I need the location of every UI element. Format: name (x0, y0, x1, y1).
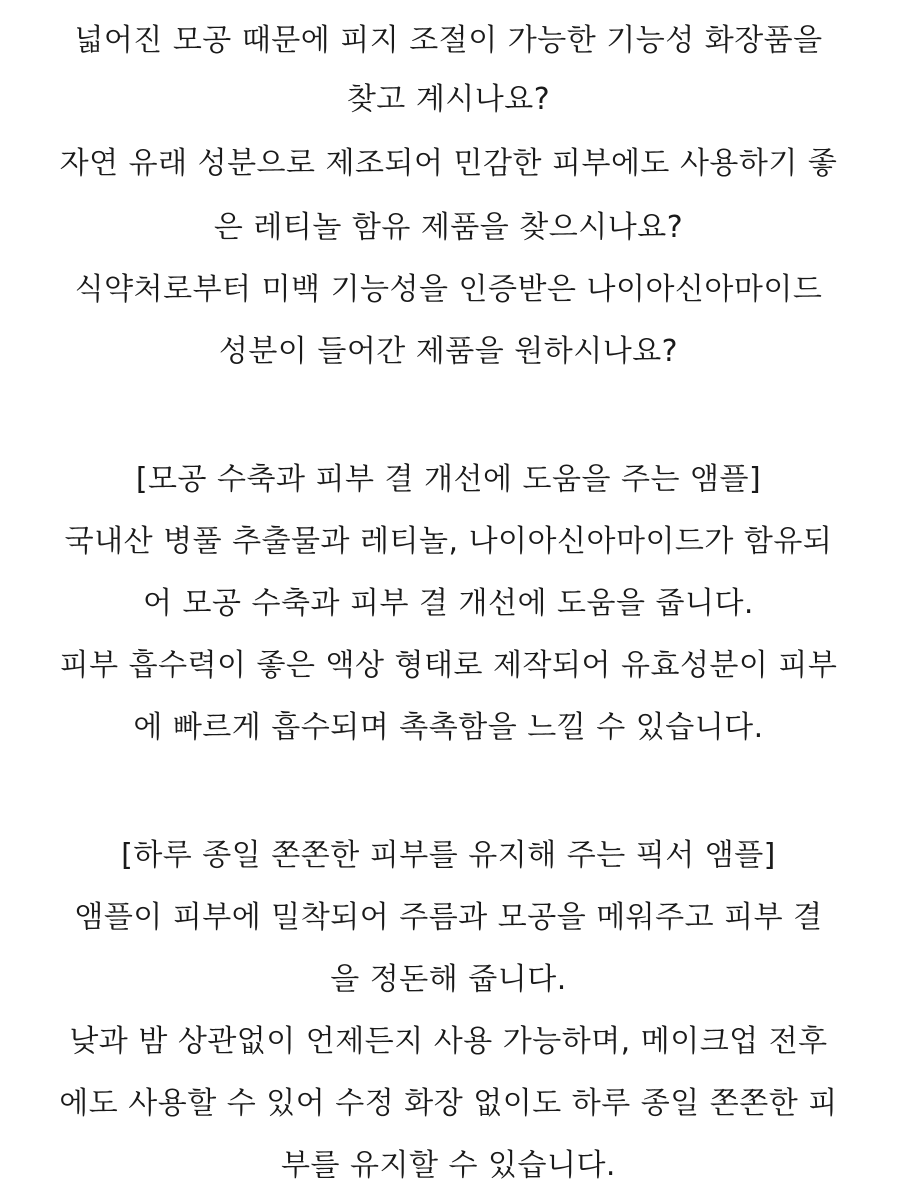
section-line: 앰플이 피부에 밀착되어 주름과 모공을 메워주고 피부 결 (74, 900, 823, 935)
section-line: 을 정돈해 줍니다. (330, 962, 567, 997)
section-line: 피부 흡수력이 좋은 액상 형태로 제작되어 유효성분이 피부 (59, 648, 838, 683)
section-line: 에 빠르게 흡수되며 촉촉함을 느낄 수 있습니다. (133, 710, 764, 745)
section-heading: [하루 종일 쫀쫀한 피부를 유지해 주는 픽서 앰플] (121, 838, 776, 873)
section-line: 낮과 밤 상관없이 언제든지 사용 가능하며, 메이크업 전후 (69, 1024, 828, 1059)
intro-line: 자연 유래 성분으로 제조되어 민감한 피부에도 사용하기 좋 (59, 146, 838, 181)
intro-line: 넓어진 모공 때문에 피지 조절이 가능한 기능성 화장품을 (74, 23, 823, 58)
section-heading: [모공 수축과 피부 결 개선에 도움을 주는 앰플] (135, 462, 762, 497)
section-line: 에도 사용할 수 있어 수정 화장 없이도 하루 종일 쫀쫀한 피 (59, 1086, 838, 1121)
section-line: 어 모공 수축과 피부 결 개선에 도움을 줍니다. (143, 586, 754, 621)
section-line: 국내산 병풀 추출물과 레티놀, 나이아신아마이드가 함유되 (64, 524, 833, 559)
intro-line: 성분이 들어간 제품을 원하시나요? (218, 334, 679, 369)
intro-line: 은 레티놀 함유 제품을 찾으시나요? (213, 210, 684, 245)
intro-line: 찾고 계시나요? (346, 82, 551, 117)
intro-line: 식약처로부터 미백 기능성을 인증받은 나이아신아마이드 (74, 272, 823, 307)
section-line: 부를 유지할 수 있습니다. (281, 1148, 616, 1183)
